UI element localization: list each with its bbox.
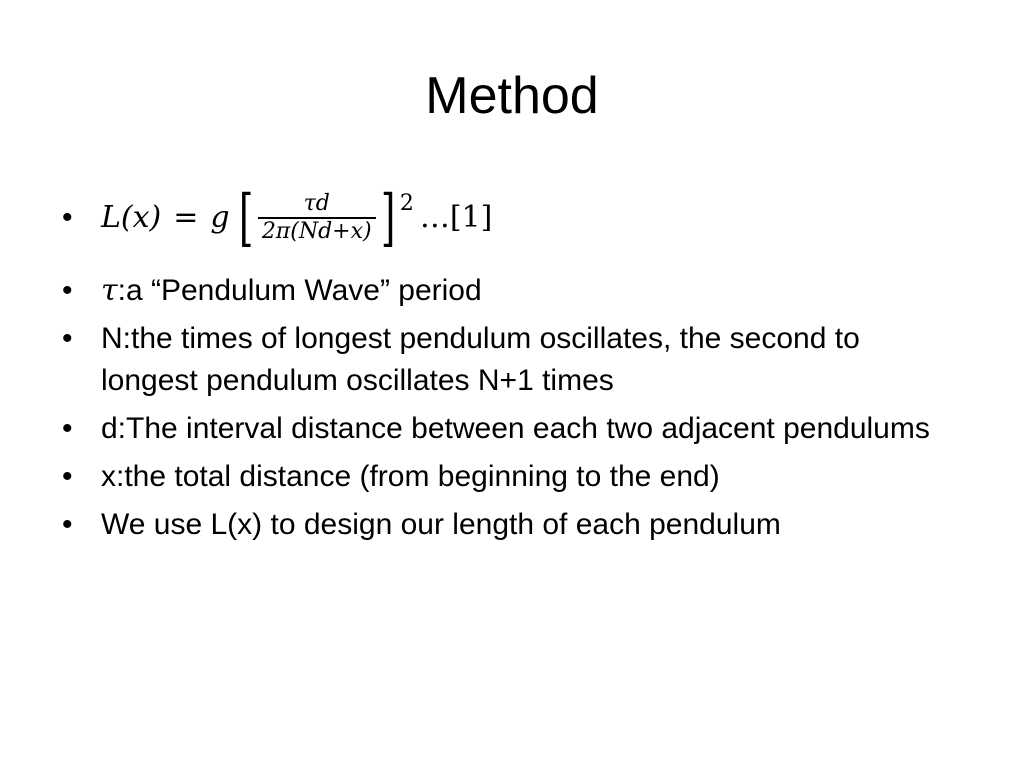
formula-fraction — [258, 191, 376, 245]
bullet-tau — [60, 270, 960, 312]
formula-bracket-open: [ — [238, 181, 253, 254]
formula-bracket-close: ] — [380, 181, 395, 254]
formula-factor: g — [210, 200, 230, 235]
bullet-d — [60, 408, 960, 450]
bullet-text: d:The interval distance between each two adjacent pendulums — [101, 412, 930, 445]
formula-reference: …[1] — [419, 200, 493, 235]
formula-numerator: τd — [303, 191, 330, 216]
formula-equals: = — [173, 200, 199, 235]
formula-lhs: • L(x) — [101, 200, 162, 235]
bullet-text: x:the total distance (from beginning to the end) — [101, 460, 720, 493]
tau-symbol: τ — [101, 273, 118, 308]
bullet-text: :a “Pendulum Wave” period — [117, 274, 482, 307]
formula-denominator: 2π(Nd+x) — [258, 217, 376, 245]
bullet-list — [60, 172, 960, 552]
bullet-x — [60, 456, 960, 498]
bullet-text: We use L(x) to design our length of each pendulum — [101, 508, 781, 541]
slide-title: Method — [425, 67, 599, 125]
bullet-usage — [60, 504, 960, 546]
bullet-text: N:the times of longest pendulum oscillates, the second to longest pendulum oscillates N+1 times — [101, 322, 860, 397]
formula-exponent: 2 — [399, 191, 414, 216]
length-formula — [101, 181, 493, 254]
bullet-n — [60, 318, 960, 402]
bullet-formula — [60, 172, 960, 264]
